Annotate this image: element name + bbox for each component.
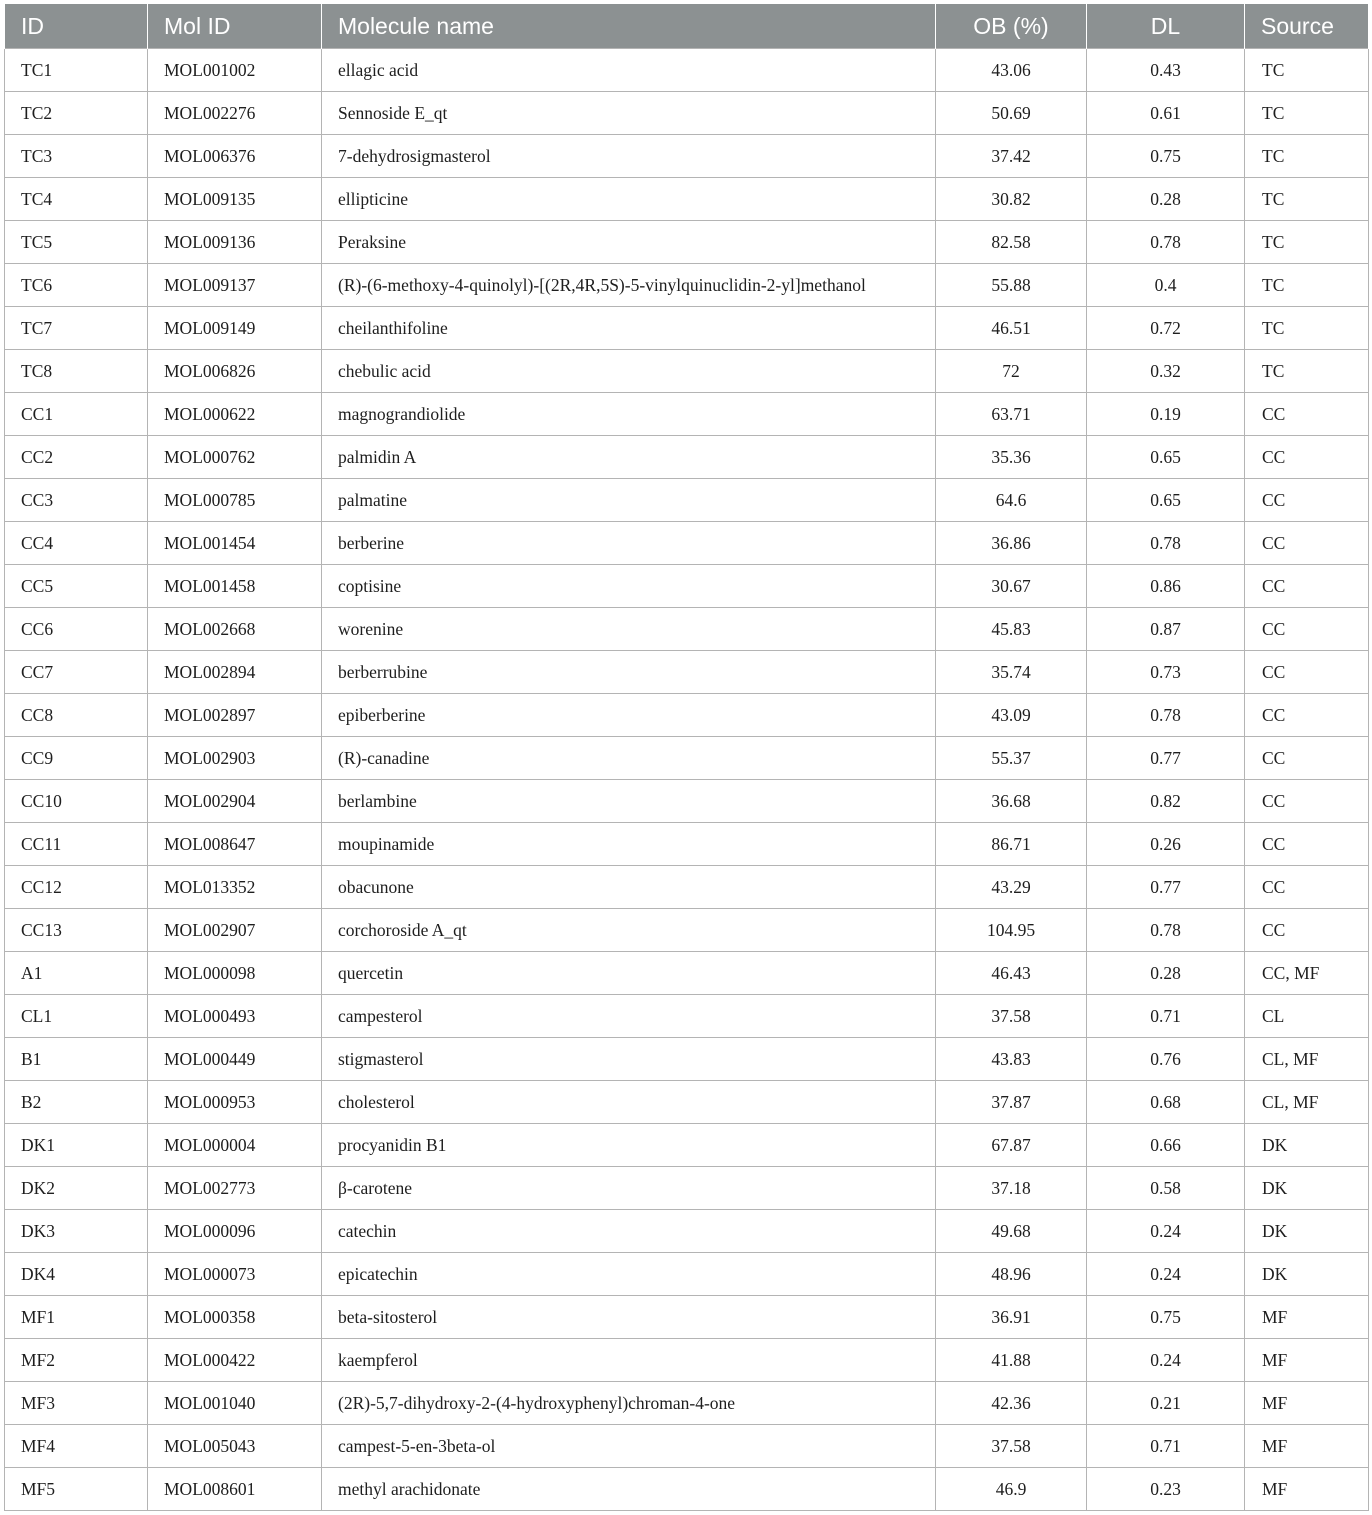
cell-mol-id: MOL002668: [148, 608, 322, 651]
table-row: [5, 995, 1369, 1038]
cell-molecule-name: cheilanthifoline: [322, 307, 936, 350]
cell-molecule-name: epiberberine: [322, 694, 936, 737]
cell-ob: 86.71: [936, 823, 1087, 866]
cell-mol-id: MOL000785: [148, 479, 322, 522]
cell-id: MF5: [5, 1468, 148, 1511]
cell-molecule-name: berlambine: [322, 780, 936, 823]
cell-ob: 36.91: [936, 1296, 1087, 1339]
cell-molecule-name: palmatine: [322, 479, 936, 522]
cell-ob: 37.58: [936, 1425, 1087, 1468]
cell-mol-id: MOL008601: [148, 1468, 322, 1511]
table-row: [5, 1210, 1369, 1253]
cell-ob: 67.87: [936, 1124, 1087, 1167]
cell-id: CC9: [5, 737, 148, 780]
cell-id: TC3: [5, 135, 148, 178]
table-row: [5, 780, 1369, 823]
cell-dl: 0.4: [1087, 264, 1245, 307]
cell-source: DK: [1245, 1124, 1369, 1167]
cell-molecule-name: 7-dehydrosigmasterol: [322, 135, 936, 178]
cell-mol-id: MOL009149: [148, 307, 322, 350]
cell-id: DK4: [5, 1253, 148, 1296]
table-row: [5, 49, 1369, 92]
table-row: [5, 1167, 1369, 1210]
cell-dl: 0.78: [1087, 522, 1245, 565]
cell-source: CC: [1245, 522, 1369, 565]
header-ob: OB (%): [936, 4, 1087, 49]
cell-mol-id: MOL002773: [148, 1167, 322, 1210]
cell-ob: 46.9: [936, 1468, 1087, 1511]
table-row: [5, 565, 1369, 608]
cell-dl: 0.68: [1087, 1081, 1245, 1124]
table-row: [5, 909, 1369, 952]
cell-molecule-name: quercetin: [322, 952, 936, 995]
cell-ob: 43.29: [936, 866, 1087, 909]
cell-id: CC6: [5, 608, 148, 651]
cell-id: MF3: [5, 1382, 148, 1425]
cell-ob: 36.86: [936, 522, 1087, 565]
header-id: ID: [5, 4, 148, 49]
cell-dl: 0.78: [1087, 221, 1245, 264]
cell-source: DK: [1245, 1167, 1369, 1210]
cell-id: TC2: [5, 92, 148, 135]
cell-mol-id: MOL013352: [148, 866, 322, 909]
cell-source: CC: [1245, 909, 1369, 952]
cell-molecule-name: magnograndiolide: [322, 393, 936, 436]
cell-dl: 0.78: [1087, 694, 1245, 737]
table-row: [5, 1081, 1369, 1124]
cell-dl: 0.66: [1087, 1124, 1245, 1167]
table-body: [5, 49, 1369, 1511]
cell-ob: 37.58: [936, 995, 1087, 1038]
cell-ob: 82.58: [936, 221, 1087, 264]
cell-id: CC7: [5, 651, 148, 694]
cell-mol-id: MOL000358: [148, 1296, 322, 1339]
cell-ob: 45.83: [936, 608, 1087, 651]
molecule-table: [4, 4, 1369, 1511]
table-row: [5, 178, 1369, 221]
cell-dl: 0.86: [1087, 565, 1245, 608]
cell-id: A1: [5, 952, 148, 995]
cell-mol-id: MOL001002: [148, 49, 322, 92]
table-row: [5, 479, 1369, 522]
cell-source: TC: [1245, 307, 1369, 350]
cell-mol-id: MOL000004: [148, 1124, 322, 1167]
cell-source: CC: [1245, 866, 1369, 909]
table-row: [5, 608, 1369, 651]
table-row: [5, 221, 1369, 264]
cell-source: TC: [1245, 135, 1369, 178]
cell-dl: 0.26: [1087, 823, 1245, 866]
cell-id: CC10: [5, 780, 148, 823]
table-row: [5, 866, 1369, 909]
cell-id: DK2: [5, 1167, 148, 1210]
cell-dl: 0.24: [1087, 1210, 1245, 1253]
cell-molecule-name: campest-5-en-3beta-ol: [322, 1425, 936, 1468]
table-row: [5, 737, 1369, 780]
cell-source: CL: [1245, 995, 1369, 1038]
header-mol-id: Mol ID: [148, 4, 322, 49]
cell-molecule-name: Peraksine: [322, 221, 936, 264]
cell-source: CC: [1245, 823, 1369, 866]
cell-ob: 46.51: [936, 307, 1087, 350]
cell-molecule-name: procyanidin B1: [322, 1124, 936, 1167]
cell-mol-id: MOL002904: [148, 780, 322, 823]
cell-mol-id: MOL002894: [148, 651, 322, 694]
cell-id: TC1: [5, 49, 148, 92]
table-row: [5, 135, 1369, 178]
cell-ob: 46.43: [936, 952, 1087, 995]
cell-ob: 42.36: [936, 1382, 1087, 1425]
cell-ob: 30.82: [936, 178, 1087, 221]
cell-ob: 37.18: [936, 1167, 1087, 1210]
cell-source: MF: [1245, 1339, 1369, 1382]
table-row: [5, 436, 1369, 479]
cell-molecule-name: catechin: [322, 1210, 936, 1253]
cell-id: CC8: [5, 694, 148, 737]
table-row: [5, 350, 1369, 393]
cell-molecule-name: β-carotene: [322, 1167, 936, 1210]
cell-molecule-name: corchoroside A_qt: [322, 909, 936, 952]
table-row: [5, 1339, 1369, 1382]
cell-dl: 0.65: [1087, 479, 1245, 522]
cell-source: TC: [1245, 264, 1369, 307]
header-source: Source: [1245, 4, 1369, 49]
table-row: [5, 823, 1369, 866]
cell-id: CC12: [5, 866, 148, 909]
cell-molecule-name: worenine: [322, 608, 936, 651]
cell-ob: 35.74: [936, 651, 1087, 694]
cell-ob: 43.06: [936, 49, 1087, 92]
cell-dl: 0.71: [1087, 995, 1245, 1038]
cell-mol-id: MOL005043: [148, 1425, 322, 1468]
cell-dl: 0.73: [1087, 651, 1245, 694]
cell-mol-id: MOL000762: [148, 436, 322, 479]
cell-mol-id: MOL001454: [148, 522, 322, 565]
cell-molecule-name: palmidin A: [322, 436, 936, 479]
cell-mol-id: MOL002897: [148, 694, 322, 737]
cell-source: CL, MF: [1245, 1038, 1369, 1081]
cell-molecule-name: chebulic acid: [322, 350, 936, 393]
table-row: [5, 694, 1369, 737]
table-row: [5, 1468, 1369, 1511]
cell-source: TC: [1245, 49, 1369, 92]
table-row: [5, 1382, 1369, 1425]
table-row: [5, 307, 1369, 350]
cell-mol-id: MOL009135: [148, 178, 322, 221]
cell-source: MF: [1245, 1425, 1369, 1468]
cell-molecule-name: obacunone: [322, 866, 936, 909]
cell-source: CC: [1245, 393, 1369, 436]
cell-id: DK1: [5, 1124, 148, 1167]
cell-ob: 35.36: [936, 436, 1087, 479]
cell-id: CC2: [5, 436, 148, 479]
molecule-table-container: [4, 4, 1368, 1511]
cell-dl: 0.32: [1087, 350, 1245, 393]
cell-ob: 37.42: [936, 135, 1087, 178]
cell-mol-id: MOL008647: [148, 823, 322, 866]
cell-ob: 72: [936, 350, 1087, 393]
cell-source: CC: [1245, 694, 1369, 737]
cell-molecule-name: beta-sitosterol: [322, 1296, 936, 1339]
cell-id: CC4: [5, 522, 148, 565]
cell-dl: 0.87: [1087, 608, 1245, 651]
cell-ob: 43.09: [936, 694, 1087, 737]
table-header: [5, 4, 1369, 49]
cell-id: B1: [5, 1038, 148, 1081]
table-row: [5, 1253, 1369, 1296]
cell-molecule-name: cholesterol: [322, 1081, 936, 1124]
cell-id: CC3: [5, 479, 148, 522]
header-row: [5, 4, 1369, 49]
cell-mol-id: MOL000422: [148, 1339, 322, 1382]
cell-id: CC1: [5, 393, 148, 436]
cell-source: CC: [1245, 651, 1369, 694]
cell-mol-id: MOL001458: [148, 565, 322, 608]
cell-id: TC5: [5, 221, 148, 264]
cell-source: TC: [1245, 350, 1369, 393]
table-row: [5, 264, 1369, 307]
cell-source: DK: [1245, 1210, 1369, 1253]
table-row: [5, 1425, 1369, 1468]
cell-dl: 0.75: [1087, 135, 1245, 178]
table-row: [5, 952, 1369, 995]
cell-id: MF4: [5, 1425, 148, 1468]
cell-molecule-name: berberrubine: [322, 651, 936, 694]
cell-mol-id: MOL009137: [148, 264, 322, 307]
cell-id: TC8: [5, 350, 148, 393]
cell-id: TC4: [5, 178, 148, 221]
cell-dl: 0.75: [1087, 1296, 1245, 1339]
cell-ob: 41.88: [936, 1339, 1087, 1382]
cell-molecule-name: kaempferol: [322, 1339, 936, 1382]
cell-source: CC, MF: [1245, 952, 1369, 995]
cell-source: TC: [1245, 178, 1369, 221]
table-row: [5, 393, 1369, 436]
cell-mol-id: MOL002276: [148, 92, 322, 135]
table-row: [5, 92, 1369, 135]
cell-ob: 63.71: [936, 393, 1087, 436]
cell-id: MF1: [5, 1296, 148, 1339]
cell-ob: 50.69: [936, 92, 1087, 135]
cell-source: CC: [1245, 737, 1369, 780]
cell-mol-id: MOL000073: [148, 1253, 322, 1296]
cell-source: CC: [1245, 565, 1369, 608]
cell-mol-id: MOL009136: [148, 221, 322, 264]
cell-source: MF: [1245, 1382, 1369, 1425]
cell-ob: 55.88: [936, 264, 1087, 307]
cell-mol-id: MOL000622: [148, 393, 322, 436]
cell-dl: 0.43: [1087, 49, 1245, 92]
cell-mol-id: MOL006376: [148, 135, 322, 178]
cell-dl: 0.76: [1087, 1038, 1245, 1081]
cell-dl: 0.28: [1087, 952, 1245, 995]
table-row: [5, 1124, 1369, 1167]
table-row: [5, 651, 1369, 694]
cell-id: CC11: [5, 823, 148, 866]
cell-dl: 0.19: [1087, 393, 1245, 436]
cell-dl: 0.65: [1087, 436, 1245, 479]
cell-mol-id: MOL000449: [148, 1038, 322, 1081]
cell-mol-id: MOL000953: [148, 1081, 322, 1124]
cell-source: CC: [1245, 479, 1369, 522]
cell-source: CL, MF: [1245, 1081, 1369, 1124]
cell-id: MF2: [5, 1339, 148, 1382]
cell-id: CC13: [5, 909, 148, 952]
cell-molecule-name: moupinamide: [322, 823, 936, 866]
cell-dl: 0.72: [1087, 307, 1245, 350]
cell-molecule-name: campesterol: [322, 995, 936, 1038]
cell-mol-id: MOL002903: [148, 737, 322, 780]
cell-id: CL1: [5, 995, 148, 1038]
cell-ob: 64.6: [936, 479, 1087, 522]
cell-molecule-name: ellipticine: [322, 178, 936, 221]
cell-molecule-name: methyl arachidonate: [322, 1468, 936, 1511]
cell-ob: 30.67: [936, 565, 1087, 608]
cell-mol-id: MOL006826: [148, 350, 322, 393]
table-row: [5, 522, 1369, 565]
cell-source: MF: [1245, 1296, 1369, 1339]
cell-molecule-name: berberine: [322, 522, 936, 565]
cell-dl: 0.24: [1087, 1253, 1245, 1296]
cell-ob: 55.37: [936, 737, 1087, 780]
cell-mol-id: MOL000098: [148, 952, 322, 995]
cell-molecule-name: stigmasterol: [322, 1038, 936, 1081]
cell-mol-id: MOL002907: [148, 909, 322, 952]
cell-source: TC: [1245, 221, 1369, 264]
cell-ob: 43.83: [936, 1038, 1087, 1081]
cell-dl: 0.78: [1087, 909, 1245, 952]
cell-source: MF: [1245, 1468, 1369, 1511]
cell-molecule-name: ellagic acid: [322, 49, 936, 92]
table-row: [5, 1296, 1369, 1339]
cell-mol-id: MOL000096: [148, 1210, 322, 1253]
cell-molecule-name: (2R)-5,7-dihydroxy-2-(4-hydroxyphenyl)chroman-4-one: [322, 1382, 936, 1425]
cell-source: TC: [1245, 92, 1369, 135]
cell-source: CC: [1245, 436, 1369, 479]
cell-dl: 0.23: [1087, 1468, 1245, 1511]
cell-id: TC7: [5, 307, 148, 350]
cell-dl: 0.58: [1087, 1167, 1245, 1210]
cell-ob: 36.68: [936, 780, 1087, 823]
cell-molecule-name: coptisine: [322, 565, 936, 608]
header-molecule-name: Molecule name: [322, 4, 936, 49]
cell-dl: 0.77: [1087, 866, 1245, 909]
cell-ob: 49.68: [936, 1210, 1087, 1253]
cell-source: CC: [1245, 780, 1369, 823]
cell-mol-id: MOL000493: [148, 995, 322, 1038]
cell-dl: 0.77: [1087, 737, 1245, 780]
cell-id: TC6: [5, 264, 148, 307]
cell-ob: 48.96: [936, 1253, 1087, 1296]
cell-mol-id: MOL001040: [148, 1382, 322, 1425]
table-row: [5, 1038, 1369, 1081]
cell-molecule-name: epicatechin: [322, 1253, 936, 1296]
cell-source: CC: [1245, 608, 1369, 651]
cell-molecule-name: Sennoside E_qt: [322, 92, 936, 135]
cell-dl: 0.21: [1087, 1382, 1245, 1425]
header-dl: DL: [1087, 4, 1245, 49]
cell-dl: 0.28: [1087, 178, 1245, 221]
cell-ob: 104.95: [936, 909, 1087, 952]
cell-id: B2: [5, 1081, 148, 1124]
cell-ob: 37.87: [936, 1081, 1087, 1124]
cell-molecule-name: (R)-(6-methoxy-4-quinolyl)-[(2R,4R,5S)-5-vinylquinuclidin-2-yl]methanol: [322, 264, 936, 307]
cell-source: DK: [1245, 1253, 1369, 1296]
cell-id: CC5: [5, 565, 148, 608]
cell-dl: 0.82: [1087, 780, 1245, 823]
cell-dl: 0.71: [1087, 1425, 1245, 1468]
cell-id: DK3: [5, 1210, 148, 1253]
cell-molecule-name: (R)-canadine: [322, 737, 936, 780]
cell-dl: 0.61: [1087, 92, 1245, 135]
cell-dl: 0.24: [1087, 1339, 1245, 1382]
